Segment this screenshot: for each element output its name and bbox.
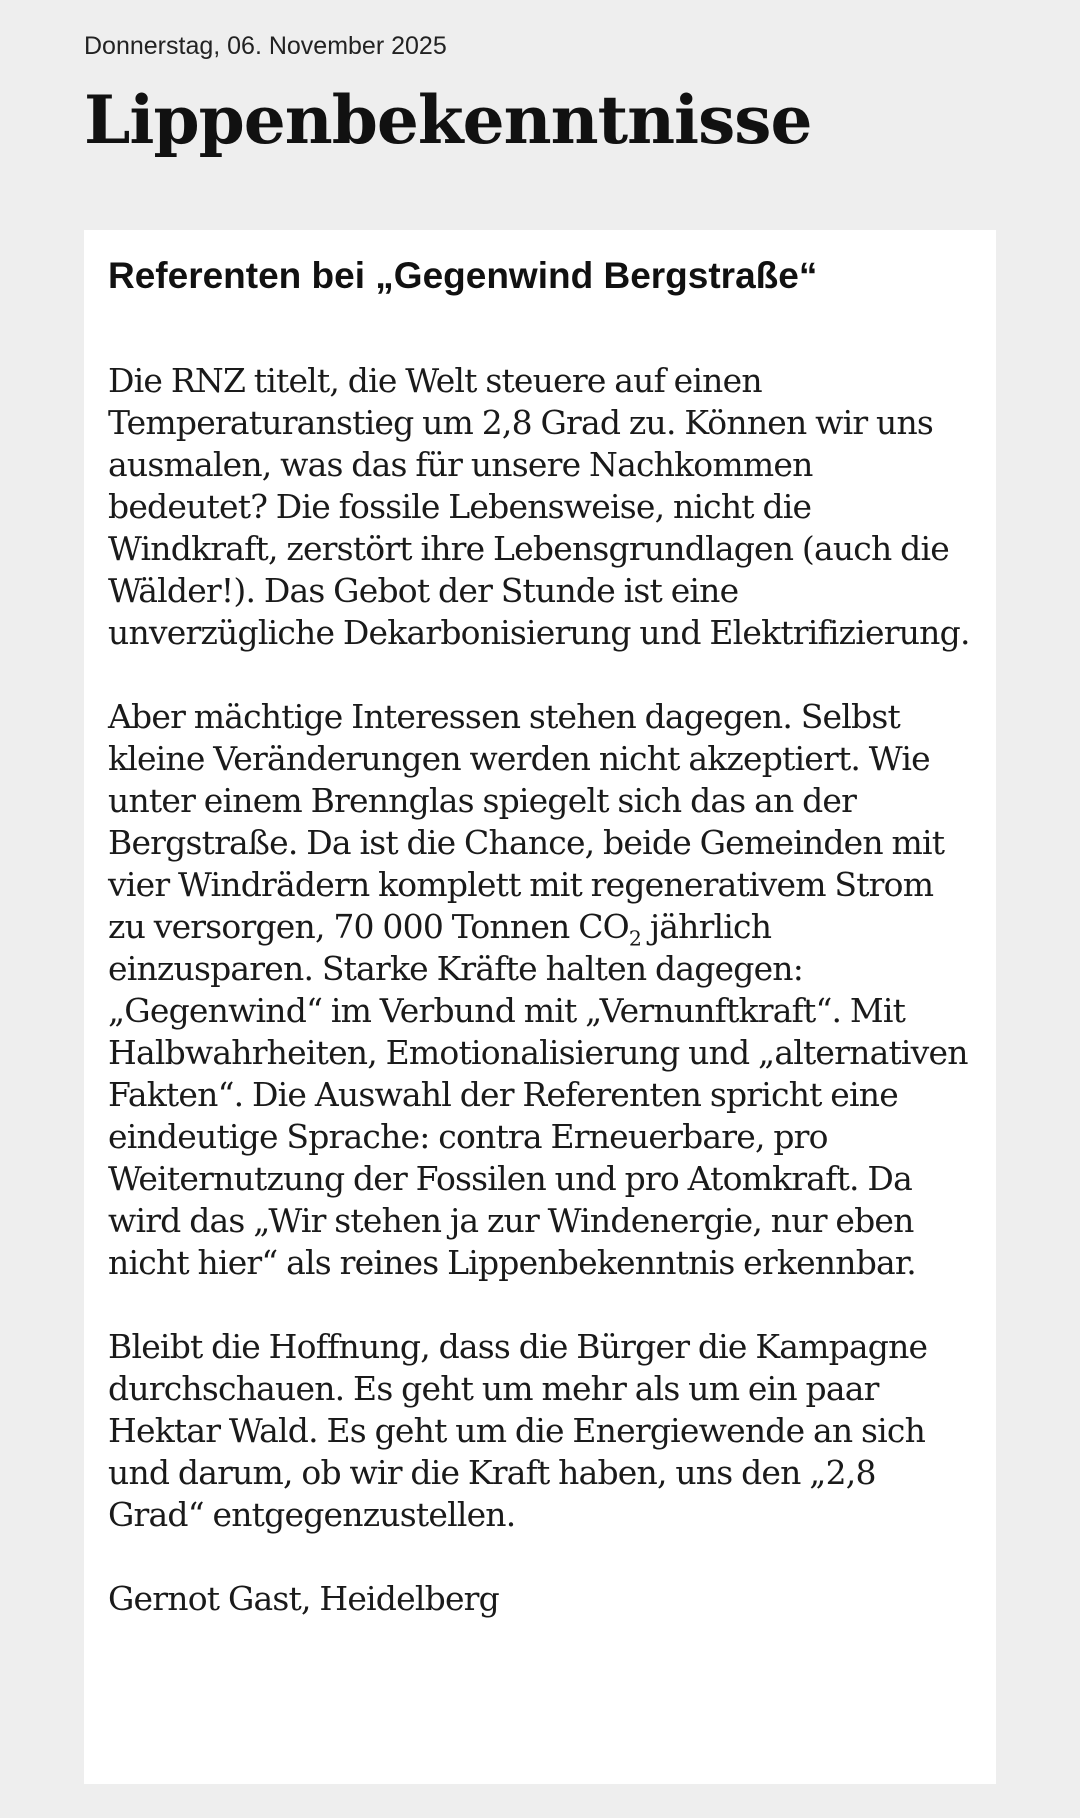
- paragraph-2-part-1: Aber mächtige Interessen stehen dagegen. Selbst kleine Veränderungen werden nicht akzeptiert. Wie unter einem Brennglas spiegelt sich das an der Bergstraße. Da ist die Chance, beide Gemeinden mit vier Windrädern komplett mit regenerativem Strom zu versorgen, 70 000 Tonnen: [108, 697, 945, 947]
- paragraph-1: Die RNZ titelt, die Welt steuere auf einen Temperaturanstieg um 2,8 Grad zu. Können wir uns ausmalen, was das für unsere Nachkommen bedeutet? Die fossile Lebensweise, nicht die Windkraft, zerstört ihre Lebensgrundlagen (auch die Wälder!). Das Gebot der Stunde ist eine unverzügliche Dekarbonisierung und Elektrifizierung.: [108, 361, 970, 653]
- letter-card: [84, 230, 996, 1784]
- publication-date: Donnerstag, 06. November 2025: [84, 32, 447, 60]
- co2-subscript: 2: [628, 926, 642, 951]
- article-title: Lippenbekenntnisse: [84, 81, 812, 159]
- paragraph-2: [108, 696, 972, 1284]
- article-subtitle: Referenten bei „Gegenwind Bergstraße“: [108, 255, 818, 296]
- co2-base: CO: [578, 907, 629, 947]
- paragraph-3: Bleibt die Hoffnung, dass die Bürger die Kampagne durchschauen. Es geht um mehr als um ein paar Hektar Wald. Es geht um die Energiewende an sich und darum, ob wir die Kraft haben, uns den „2,8 Grad“ entgegenzustellen.: [108, 1327, 928, 1535]
- author-signature: Gernot Gast, Heidelberg: [108, 1579, 499, 1619]
- paragraph-2-part-2: jährlich einzusparen. Starke Kräfte halten dagegen: „Gegenwind“ im Verbund mit „Vernunftkraft“. Mit Halbwahrheiten, Emotionalisierung und „alternativen Fakten“. Die Auswahl der Referenten spricht eine eindeutige Sprache: contra Erneuerbare, pro Weiternutzung der Fossilen und pro Atomkraft. Da wird das „Wir stehen ja zur Windenergie, nur eben nicht hier“ als reines Lippenbekenntnis erkennbar.: [108, 907, 968, 1283]
- co2-formula: [578, 907, 642, 951]
